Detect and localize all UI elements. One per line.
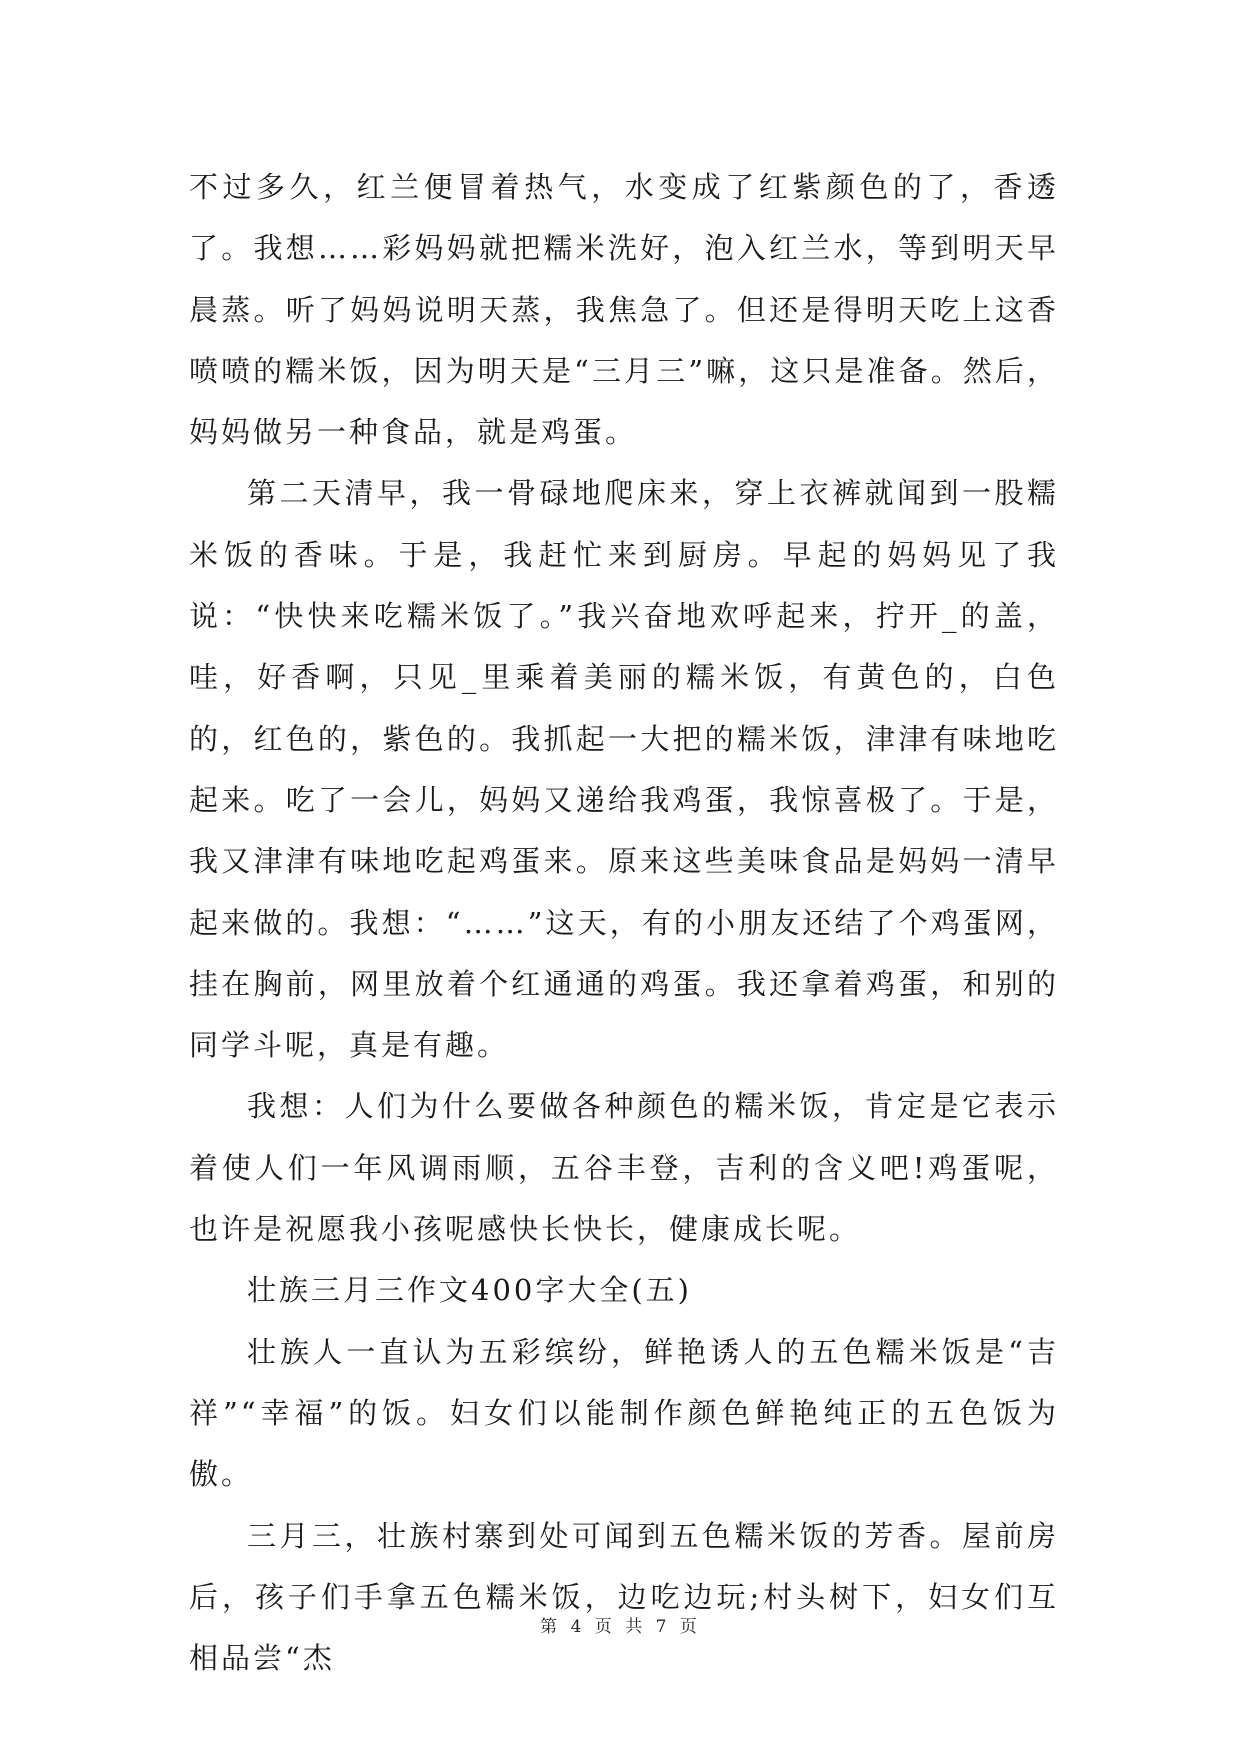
paragraph: 我想：人们为什么要做各种颜色的糯米饭，肯定是它表示着使人们一年风调雨顺，五谷丰登，吉利的含义吧!鸡蛋呢，也许是祝愿我小孩呢感快长快长，健康成长呢。 — [189, 1089, 1059, 1247]
paragraph: 第二天清早，我一骨碌地爬床来，穿上衣裤就闻到一股糯米饭的香味。于是，我赶忙来到厨房。早起的妈妈见了我说：“快快来吃糯米饭了。”我兴奋地欢呼起来，拧开_的盖，哇，好香啊，只见_里乘着美丽的糯米饭，有黄色的，白色的，红色的，紫色的。我抓起一大把的糯米饭，津津有味地吃起来。吃了一会儿，妈妈又递给我鸡蛋，我惊喜极了。于是，我又津津有味地吃起鸡蛋来。原来这些美味食品是妈妈一清早起来做的。我想：“……”这天，有的小朋友还结了个鸡蛋网，挂在胸前，网里放着个红通通的鸡蛋。我还拿着鸡蛋，和别的同学斗呢，真是有趣。 — [189, 476, 1059, 1063]
paragraph: 壮族人一直认为五彩缤纷，鲜艳诱人的五色糯米饭是“吉祥”“幸福”的饭。妇女们以能制作颜色鲜艳纯正的五色饭为傲。 — [189, 1334, 1059, 1492]
body-text — [189, 157, 1059, 1689]
section-heading: 壮族三月三作文400字大全(五) — [247, 1273, 692, 1308]
paragraph: 三月三，壮族村寨到处可闻到五色糯米饭的芳香。屋前房后，孩子们手拿五色糯米饭，边吃边玩;村头树下，妇女们互相品尝“杰 — [189, 1518, 1059, 1676]
page-number-footer: 第 4 页 共 7 页 — [540, 1617, 701, 1637]
paragraph: 不过多久，红兰便冒着热气，水变成了红紫颜色的了，香透了。我想……彩妈妈就把糯米洗好，泡入红兰水，等到明天早晨蒸。听了妈妈说明天蒸，我焦急了。但还是得明天吃上这香喷喷的糯米饭，因为明天是“三月三”嘛，这只是准备。然后，妈妈做另一种食品，就是鸡蛋。 — [189, 170, 1059, 450]
